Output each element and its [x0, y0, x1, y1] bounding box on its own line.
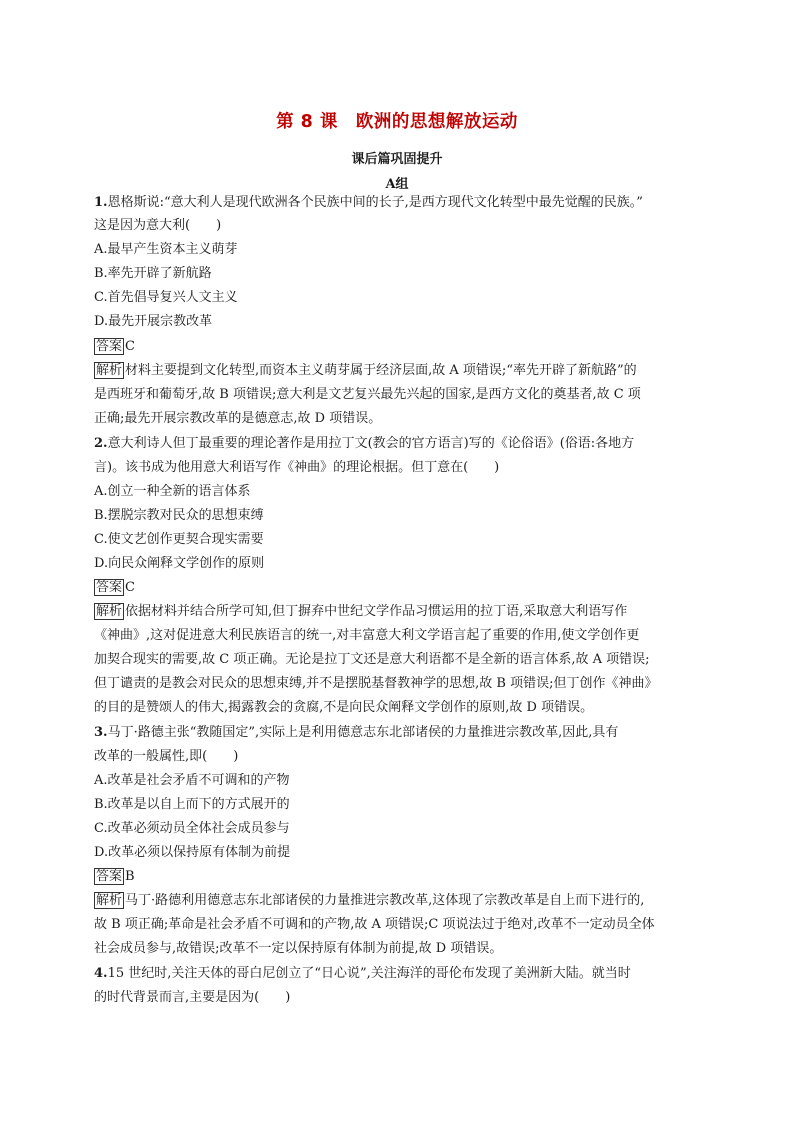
q2-option-c: C.使文艺创作更契合现实需要 [94, 532, 264, 547]
q1-analysis-text: 材料主要提到文化转型,而资本主义萌芽属于经济层面,故 A 项错误;“率先开辟了新航路”的 [125, 363, 637, 378]
q2-answer [94, 579, 135, 597]
answer-label: 答案 [96, 869, 123, 884]
q2-stem-text: 意大利诗人但丁最重要的理论著作是用拉丁文(教会的官方语言)写的《论俗语》(俗语:各地方 [107, 436, 635, 451]
analysis-label: 解析 [96, 363, 123, 378]
q3-option-c: C.改革必须动员全体社会成员参与 [94, 821, 290, 836]
analysis-label: 解析 [96, 604, 123, 619]
q4-number: 4. [94, 966, 108, 981]
q3-option-b: B.改革是以自上而下的方式展开的 [94, 797, 290, 812]
q2-stem-cont: 言)。该书成为他用意大利语写作《神曲》的理论根据。但丁意在( ) [94, 460, 500, 475]
q1-number: 1. [94, 195, 108, 210]
q3-analysis-text: 马丁·路德利用德意志东北部诸侯的力量推进宗教改革,这体现了宗教改革是自上而下进行的, [125, 893, 645, 908]
q1-option-b: B.率先开辟了新航路 [94, 266, 212, 281]
analysis-label: 解析 [96, 893, 123, 908]
q3-stem-text: 马丁·路德主张“教随国定”,实际上是利用德意志东北部诸侯的力量推进宗教改革,因此,具有 [107, 725, 619, 740]
q2-analysis [94, 603, 627, 621]
q3-answer-value: B [125, 869, 135, 884]
q2-analysis-line5: 的目的是赞颂人的伟大,揭露教会的贪腐,不是向民众阐释文学创作的原则,故 D 项错误。 [94, 700, 594, 715]
q2-analysis-text: 依据材料并结合所学可知,但丁摒弃中世纪文学作品习惯运用的拉丁语,采取意大利语写作 [125, 604, 628, 619]
q3-option-a: A.改革是社会矛盾不可调和的产物 [94, 773, 290, 788]
q3-analysis [94, 892, 644, 910]
q2-option-b: B.摆脱宗教对民众的思想束缚 [94, 508, 264, 523]
q1-analysis-line3: 正确;最先开展宗教改革的是德意志,故 D 项错误。 [94, 411, 382, 426]
q4-stem-cont: 的时代背景而言,主要是因为( ) [94, 990, 291, 1005]
section-subtitle: 课后篇巩固提升 [351, 152, 443, 167]
q1-answer-value: C [125, 339, 135, 354]
q4-stem-text: 15 世纪时,关注天体的哥白尼创立了“日心说”,关注海洋的哥伦布发现了美洲新大陆。就当时 [107, 966, 631, 981]
q1-option-a: A.最早产生资本主义萌芽 [94, 242, 238, 257]
answer-label: 答案 [96, 580, 123, 595]
q1-option-c: C.首先倡导复兴人文主义 [94, 290, 238, 305]
q2-analysis-line4: 但丁谴责的是教会对民众的思想束缚,并不是摆脱基督教神学的思想,故 B 项错误;但丁创作《神曲》 [94, 676, 658, 691]
q3-analysis-line2: 故 B 项正确;革命是社会矛盾不可调和的产物,故 A 项错误;C 项说法过于绝对,改革不一定动员全体 [94, 917, 655, 932]
q2-stem [94, 435, 634, 453]
q1-answer [94, 338, 135, 356]
answer-label: 答案 [96, 339, 123, 354]
q3-number: 3. [94, 725, 108, 740]
q2-answer-value: C [125, 580, 135, 595]
group-label: A组 [385, 177, 409, 192]
lesson-title: 第 8 课 欧洲的思想解放运动 [276, 112, 518, 132]
q1-option-d: D.最先开展宗教改革 [94, 314, 213, 329]
q2-analysis-line2: 《神曲》,这对促进意大利民族语言的统一,对丰富意大利文学语言起了重要的作用,使文学创作更 [94, 628, 640, 643]
q3-option-d: D.改革必须以保持原有体制为前提 [94, 845, 291, 860]
q1-stem-cont: 这是因为意大利( ) [94, 218, 222, 233]
q3-answer [94, 868, 135, 886]
q1-stem [94, 194, 643, 212]
q3-stem [94, 724, 618, 742]
q2-analysis-line3: 加契合现实的需要,故 C 项正确。无论是拉丁文还是意大利语都不是全新的语言体系,故 A 项错误; [94, 652, 650, 667]
q3-stem-cont: 改革的一般属性,即( ) [94, 749, 239, 764]
q2-number: 2. [94, 436, 108, 451]
q4-stem [94, 965, 631, 983]
q1-analysis [94, 362, 637, 380]
q1-analysis-line2: 是西班牙和葡萄牙,故 B 项错误;意大利是文艺复兴最先兴起的国家,是西方文化的奠基者,故 C 项 [94, 387, 641, 402]
q3-analysis-line3: 社会成员参与,故错误;改革不一定以保持原有体制为前提,故 D 项错误。 [94, 941, 503, 956]
q2-option-d: D.向民众阐释文学创作的原则 [94, 556, 265, 571]
q1-stem-text: 恩格斯说:“意大利人是现代欧洲各个民族中间的长子,是西方现代文化转型中最先觉醒的民族。” [107, 195, 643, 210]
q2-option-a: A.创立一种全新的语言体系 [94, 484, 251, 499]
